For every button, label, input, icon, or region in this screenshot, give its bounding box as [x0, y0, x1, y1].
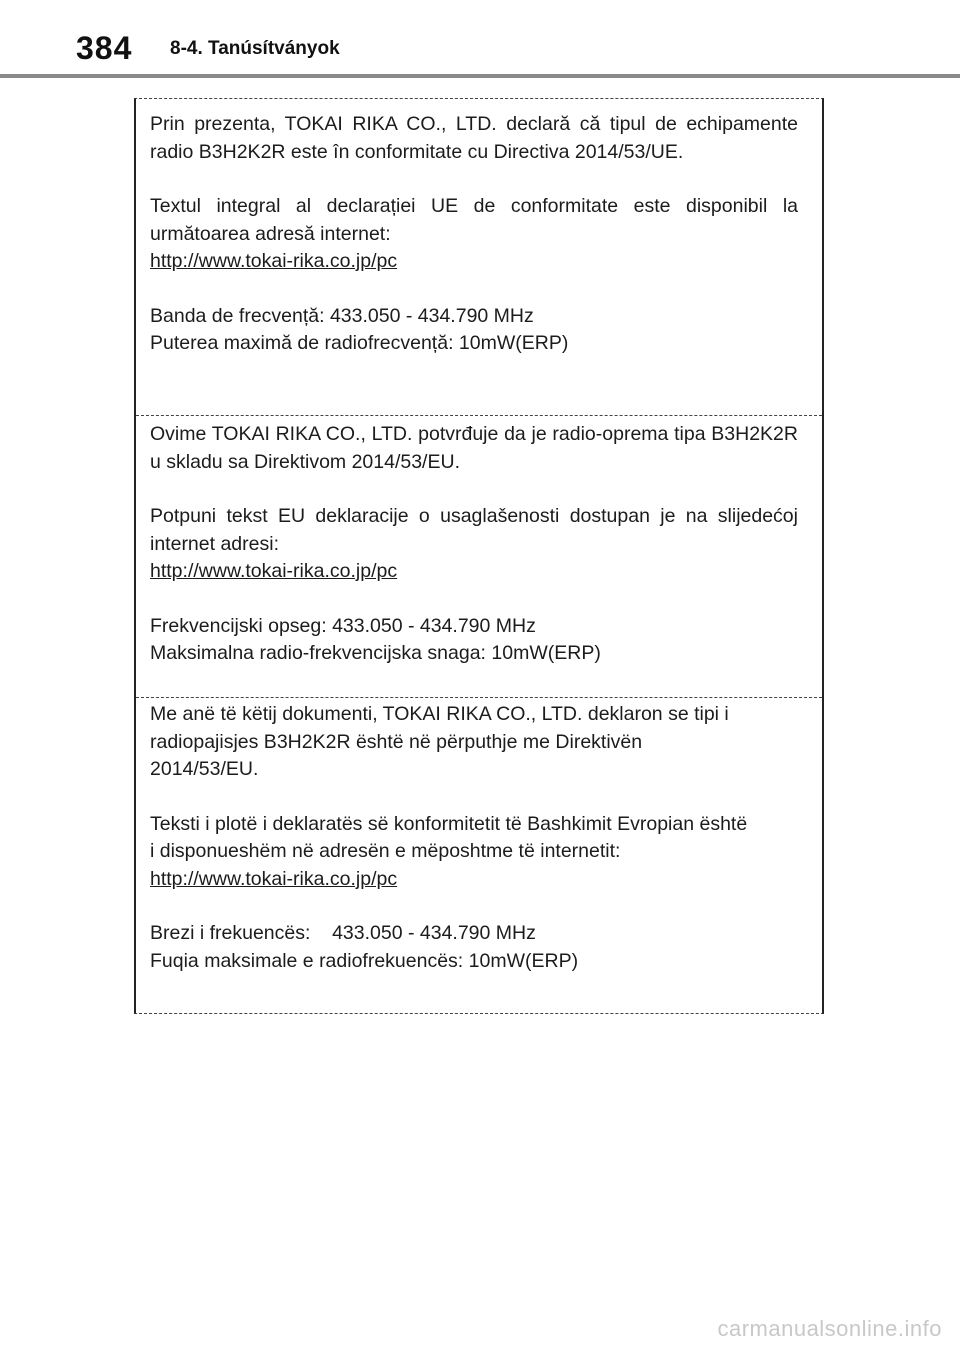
- declaration-url-link[interactable]: http://www.tokai-rika.co.jp/pc: [150, 867, 398, 890]
- max-power: Maksimalna radio-frekvencijska snaga: 10mW(ERP): [150, 642, 601, 664]
- statement-line: 2014/53/EU.: [150, 758, 259, 780]
- statement-line: radiopajisjes B3H2K2R është në përputhje me Direktivën: [150, 730, 643, 753]
- frequency-band: Frekvencijski opseg: 433.050 - 434.790 MHz: [150, 614, 536, 637]
- full-text-notice: [150, 503, 798, 586]
- max-power: Puterea maximă de radiofrecvență: 10mW(ERP): [150, 332, 569, 354]
- full-text-line: i disponueshëm në adresën e mëposhtme të internetit:: [150, 840, 621, 862]
- technical-specs: [150, 920, 798, 975]
- declaration-frame: [134, 98, 824, 1014]
- declaration-url-link[interactable]: http://www.tokai-rika.co.jp/pc: [150, 250, 398, 272]
- declaration-albanian: [136, 701, 822, 975]
- full-text-notice: [150, 811, 798, 894]
- header-divider: [0, 74, 960, 78]
- declaration-statement: Prin prezenta, TOKAI RIKA CO., LTD. declară că tipul de echipamente radio B3H2K2R este în conformitate cu Directiva 2014/53/UE.: [150, 113, 798, 163]
- full-text-intro: Textul integral al declarației UE de conformitate este disponibil la următoarea adresă internet:: [150, 195, 798, 245]
- full-text-notice: [150, 193, 798, 276]
- frequency-band: Banda de frecvență: 433.050 - 434.790 MHz: [150, 304, 534, 327]
- section-title: 8-4. Tanúsítványok: [170, 38, 340, 59]
- section-divider: [136, 415, 822, 416]
- watermark: carmanualsonline.info: [717, 1316, 942, 1341]
- declaration-bosnian: [136, 421, 822, 668]
- full-text-line: Teksti i plotë i deklaratës së konformitetit të Bashkimit Evropian është: [150, 812, 748, 835]
- declaration-romanian: [136, 111, 822, 358]
- declaration-statement: Ovime TOKAI RIKA CO., LTD. potvrđuje da je radio-oprema tipa B3H2K2R u skladu sa Direktivom 2014/53/EU.: [150, 423, 798, 473]
- max-power: Fuqia maksimale e radiofrekuencës: 10mW(ERP): [150, 949, 579, 972]
- page-header: [0, 0, 960, 80]
- frequency-band: Brezi i frekuencës: 433.050 - 434.790 MHz: [150, 922, 536, 944]
- full-text-intro: Potpuni tekst EU deklaracije o usaglašenosti dostupan je na slijedećoj internet adresi:: [150, 505, 798, 555]
- page-number: 384: [76, 30, 133, 66]
- section-divider: [136, 697, 822, 698]
- technical-specs: [150, 303, 798, 358]
- declaration-statement: [150, 701, 798, 784]
- declaration-url-link[interactable]: http://www.tokai-rika.co.jp/pc: [150, 560, 398, 582]
- technical-specs: [150, 613, 798, 668]
- statement-line: Me anë të këtij dokumenti, TOKAI RIKA CO., LTD. deklaron se tipi i: [150, 703, 729, 725]
